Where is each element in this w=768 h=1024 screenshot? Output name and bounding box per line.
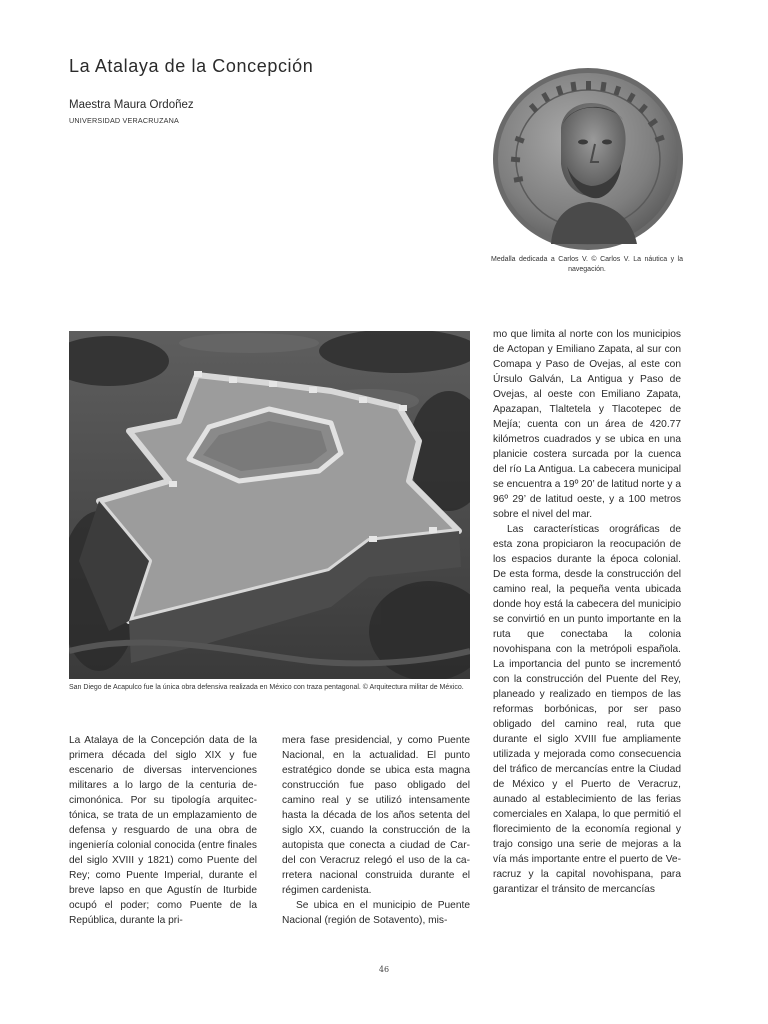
article-title: La Atalaya de la Concepción [69, 56, 314, 76]
paragraph: mera fase presidencial, y como Puente Nacional, en la actualidad. El punto estratégico donde se ubica esta magna construcción fue paso obligado del camino real y se utilizó intensamente hasta la década de los años setenta del siglo XX, cuando la construcción de la autopista que conecta a ciudad de Cardel con Veracruz relegó el uso de la carretera nacional construida durante el régimen cardenista. [282, 735, 470, 896]
paragraph: mo que limita al norte con los municipios de Actopan y Emiliano Zapata, al sur con Comapa y Paso de Ovejas, al este con Úrsulo Galván, La Antigua y Paso de Ovejas, al oeste con Emiliano Zapata, Apazapan, Tlaltetela y Tlacotepec de Mejía; cuenta con un área de 420.77 kilómetros cuadrados y se ubica en una planicie costera surcada por la cuenca del río La Antigua. La cabecera municipal se encuentra a 19º 20’ de latitud norte y a 96º 29’ de latitud oeste, y a 100 metros sobre el nivel del mar. [493, 329, 681, 520]
paragraph: Se ubica en el municipio de Puente Nacional (región de Sotavento), mis- [282, 900, 470, 926]
fort-aerial-photo [69, 331, 470, 679]
body-column-2 [282, 733, 470, 928]
fort-photo-caption: San Diego de Acapulco fue la única obra defensiva realizada en México con traza pentagonal. © Arquitectura militar de México. [69, 684, 464, 691]
medal-caption: Medalla dedicada a Carlos V. © Carlos V. La náutica y la navegación. [491, 256, 683, 273]
author-name: Maestra Maura Ordoñez [69, 99, 194, 111]
paragraph: Las características orográficas de esta zona propiciaron la reocupación de los espacios durante la época colonial. De esta forma, desde la construcción del camino real, la pequeña venta ubicada donde hoy está la cabecera del municipio se convirtió en un punto importante en la ruta que conectaba la colonia novohispana con la metrópoli española. La importancia del punto se incrementó con la construcción del Puente del Rey, planeado y realizado en tiempos de las reformas borbónicas, por ser paso obligado del camino real, ruta que durante el siglo XVIII fue ampliamente utilizada y mejorada como consecuencia del tráfico de mercancías entre la Ciudad de México y el Puerto de Veracruz, aunado al establecimiento de las ferias comerciales en Xalapa, lo que permitió el florecimiento de la economía regional y trajo consigo una serie de mejoras a la vía más importante entre el puerto de Veracruz y la capital novohispana, para garantizar el tránsito de mercancías [493, 524, 681, 895]
body-column-3 [493, 327, 681, 897]
body-column-1 [69, 733, 257, 928]
page-number: 46 [378, 965, 390, 974]
paragraph: La Atalaya de la Concepción data de la primera década del siglo XIX y fue escenario de diversas intervenciones militares a lo largo de la centuria decimonónica. Por su tipología arquitectónica, se trata de un emplazamiento de defensa y resguardo de una obra de ingeniería colonial conocida (entre finales del siglo XVIII y 1821) como Puente del Rey; como Puente Imperial, durante el breve lapso en que Agustín de Iturbide ocupó el poder; como Puente de la República, durante la pri- [69, 735, 257, 926]
author-affiliation: UNIVERSIDAD VERACRUZANA [69, 116, 180, 125]
medal-image [491, 66, 685, 252]
